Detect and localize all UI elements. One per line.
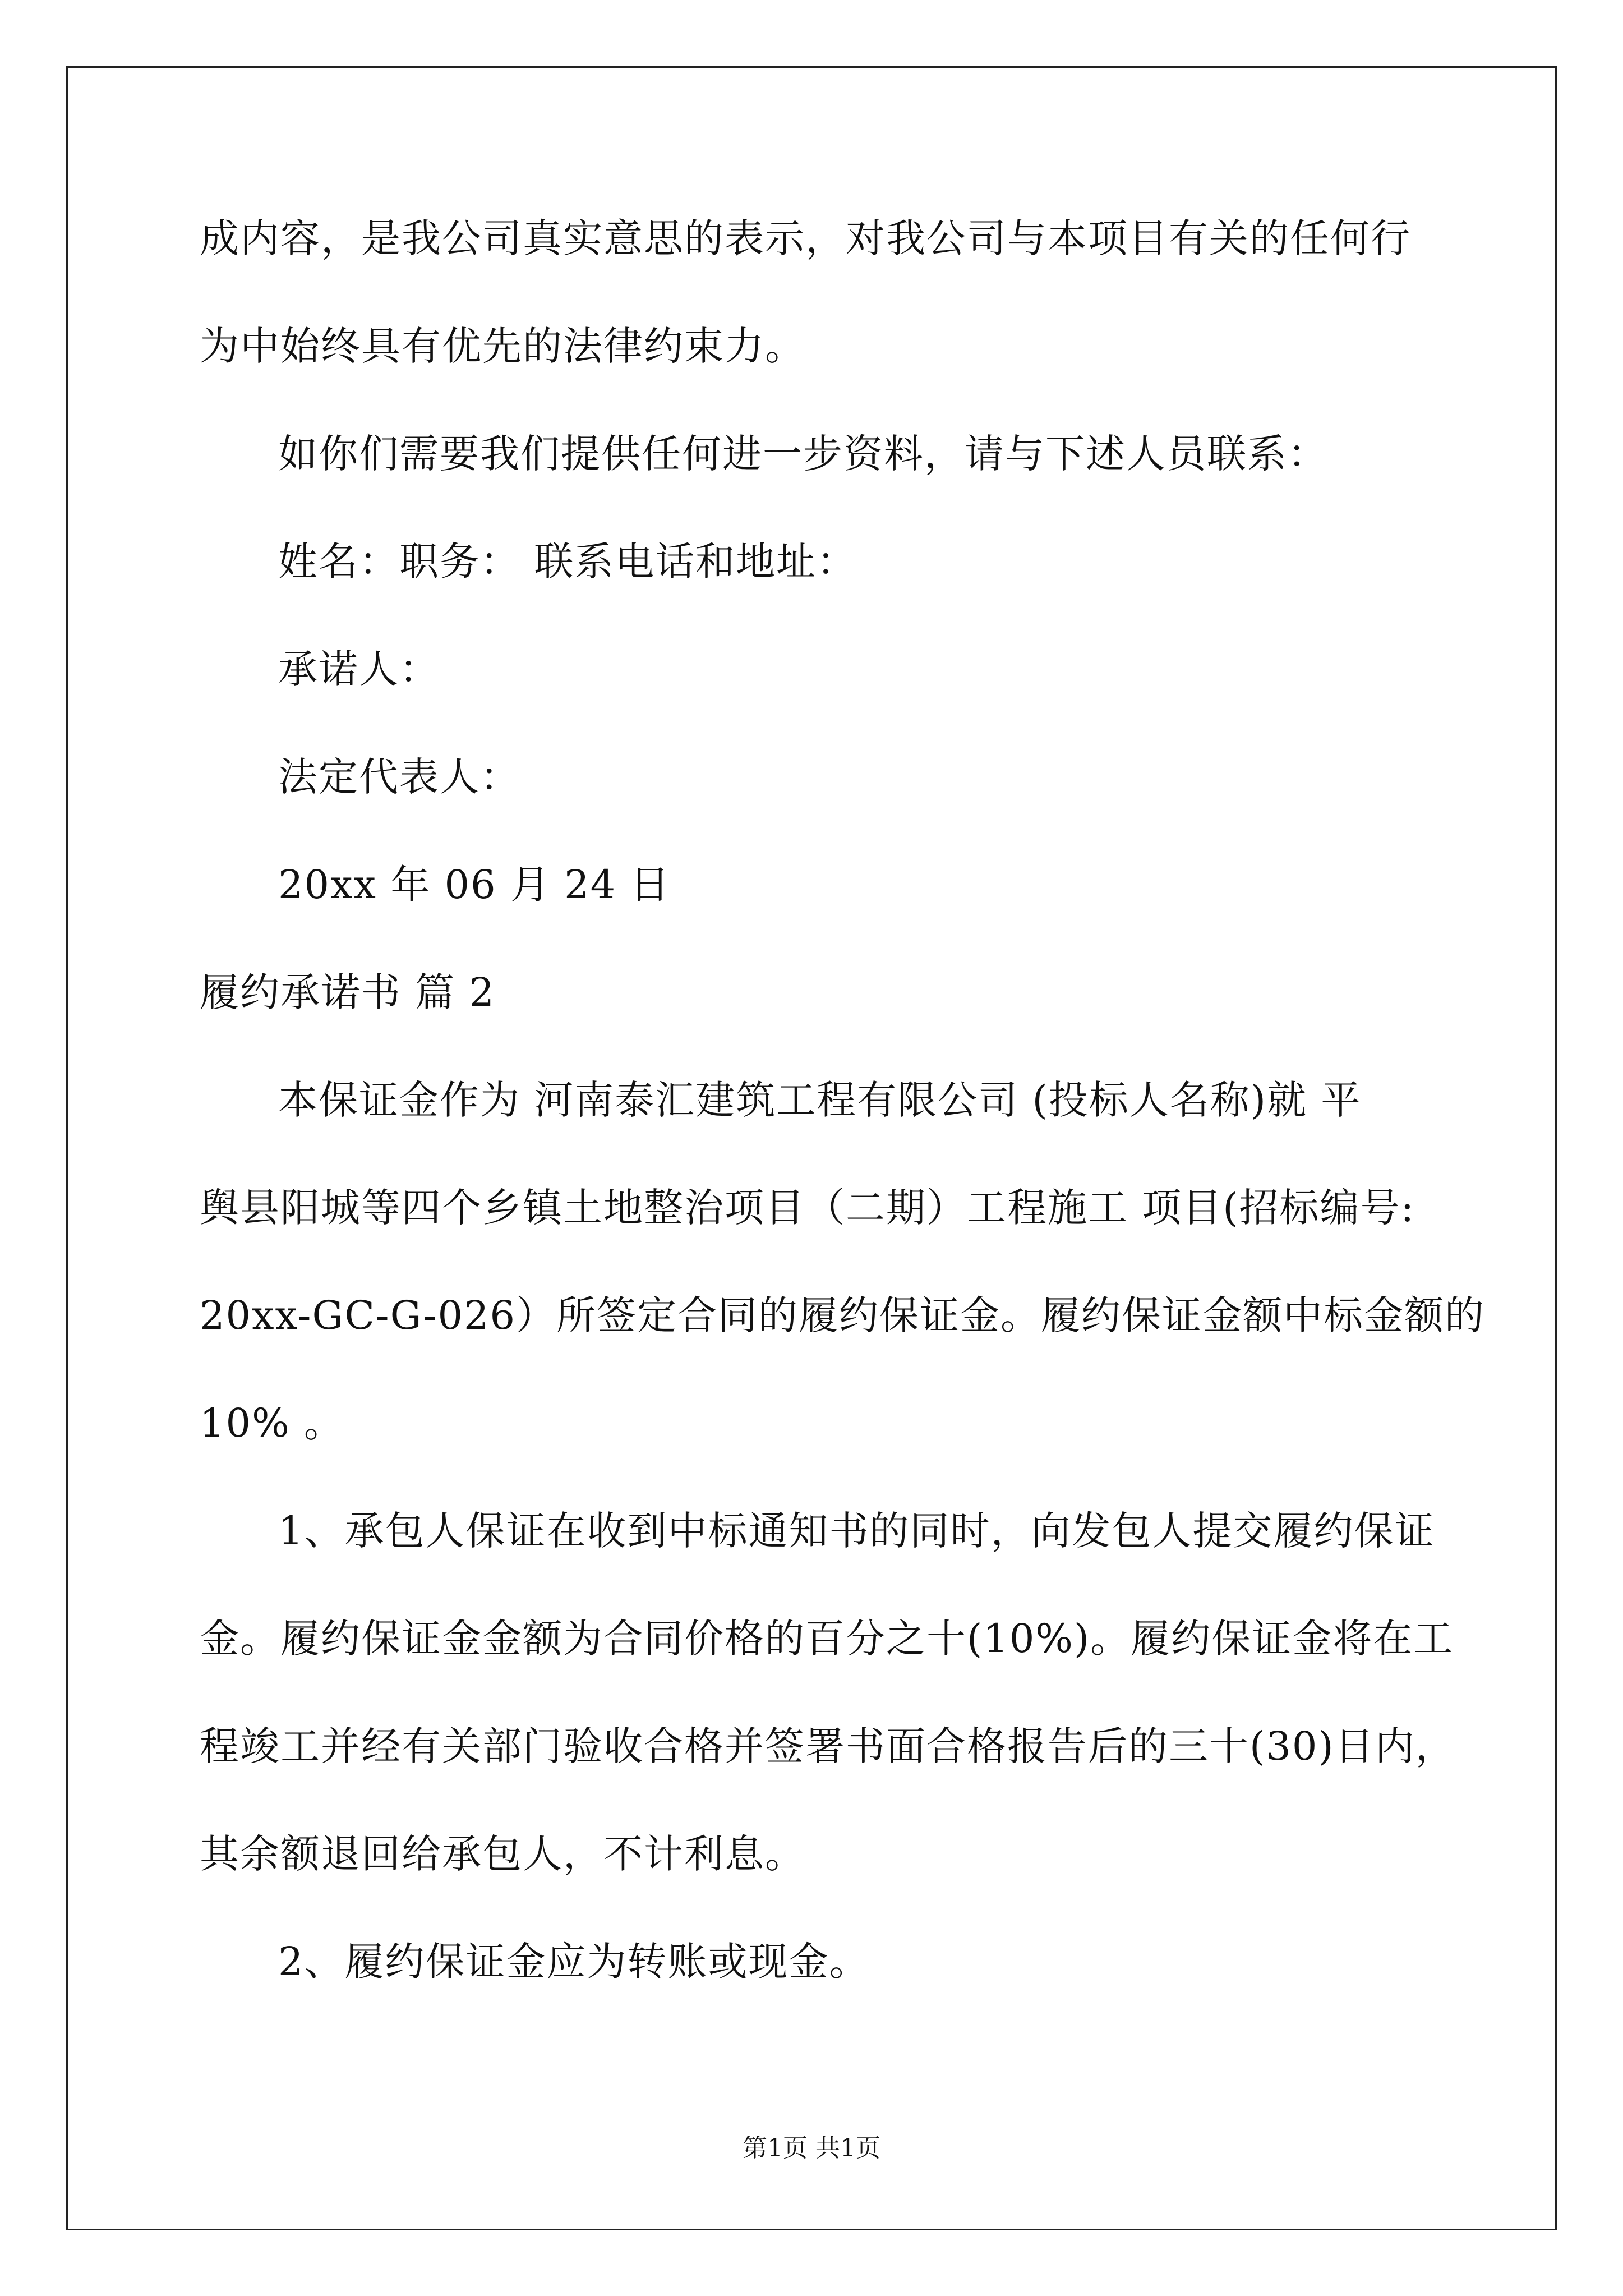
paragraph-line: 舆县阳城等四个乡镇土地整治项目（二期）工程施工 项目(招标编号: [200,1185,1415,1231]
paragraph-line: 成内容，是我公司真实意思的表示，对我公司与本项目有关的任何行 [200,215,1411,261]
paragraph-line: 其余额退回给承包人，不计利息。 [200,1831,805,1877]
date-line: 20xx 年 06 月 24 日 [278,862,671,908]
page-border [66,66,1557,2230]
contact-line: 姓名：职务： 联系电话和地址： [278,539,857,585]
promisor-line: 承诺人： [278,646,440,692]
section-heading: 履约承诺书 篇 2 [200,969,496,1015]
paragraph-line: 本保证金作为 河南泰汇建筑工程有限公司 (投标人名称)就 平 [278,1077,1362,1123]
paragraph-line: 为中始终具有优先的法律约束力。 [200,323,805,369]
paragraph-line: 10% 。 [200,1400,344,1446]
paragraph-line: 如你们需要我们提供任何进一步资料，请与下述人员联系： [278,431,1328,477]
paragraph-line: 20xx-GC-G-026）所签定合同的履约保证金。履约保证金额中标金额的 [200,1292,1486,1338]
paragraph-line: 程竣工并经有关部门验收合格并签署书面合格报告后的三十(30)日内， [200,1723,1456,1769]
paragraph-line: 1、承包人保证在收到中标通知书的同时，向发包人提交履约保证 [278,1508,1435,1554]
legal-representative-line: 法定代表人： [278,754,520,800]
paragraph-line: 金。履约保证金金额为合同价格的百分之十(10%)。履约保证金将在工 [200,1616,1454,1662]
paragraph-line: 2、履约保证金应为转账或现金。 [278,1939,870,1985]
page-number: 第1页 共1页 [743,2134,880,2162]
